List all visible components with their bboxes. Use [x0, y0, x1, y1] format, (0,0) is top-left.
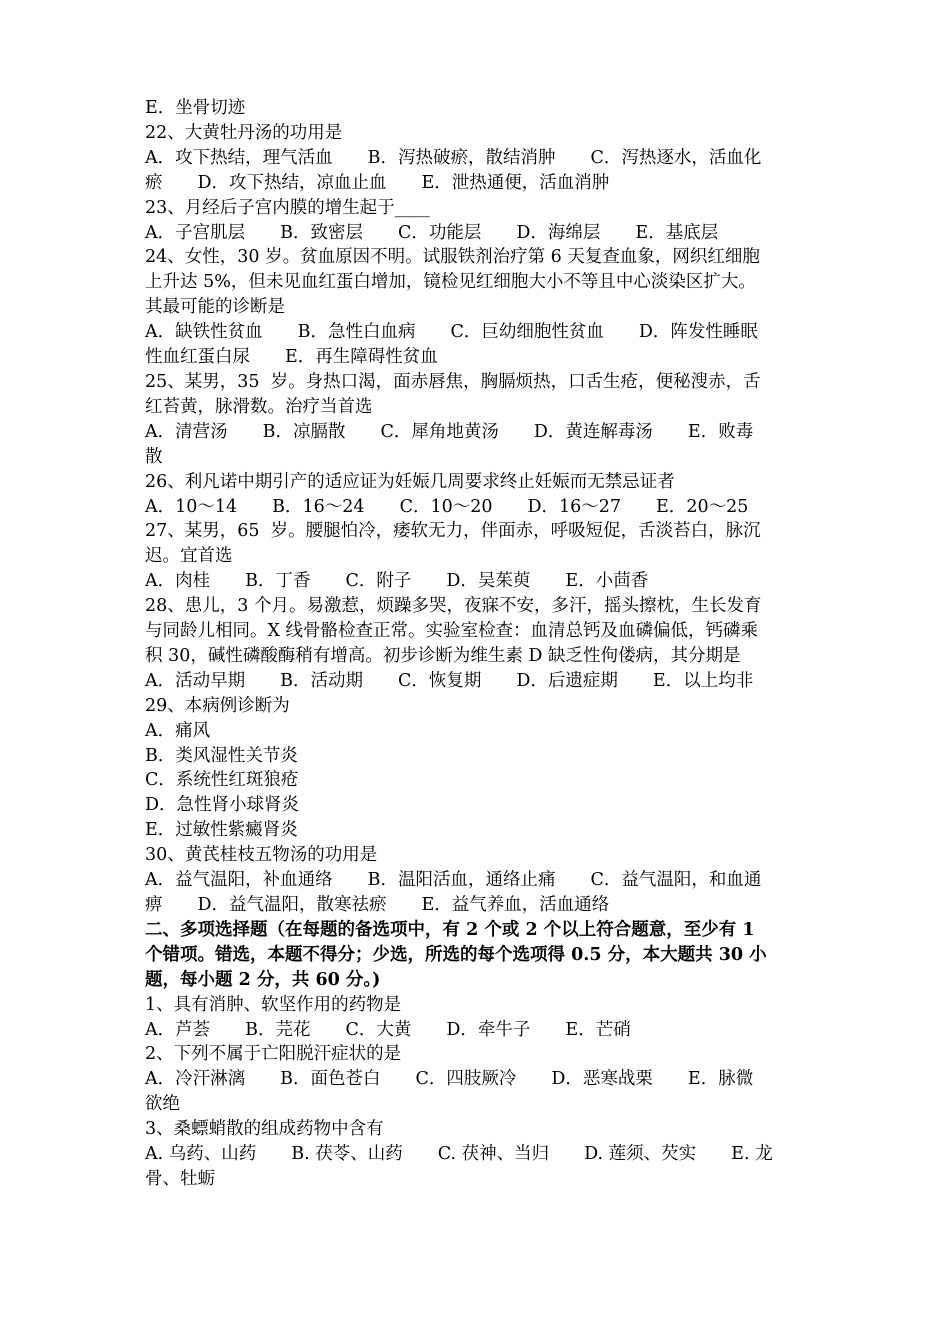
option-e: E．过敏性紫癜肾炎	[145, 820, 298, 841]
options-line: A．芦荟 B．芫花 C．大黄 D．牵牛子 E．芒硝	[145, 1019, 631, 1040]
text-line: 迟。宜首选	[145, 546, 233, 567]
question-24: 24、女性，30 岁。贫血原因不明。试服铁剂治疗第 6 天复查血象，网织红细胞	[145, 247, 760, 268]
option-d: D．急性肾小球肾炎	[145, 795, 300, 816]
text-line: E．坐骨切迹	[145, 98, 246, 118]
options-line: 骨、牡蛎	[145, 1168, 215, 1189]
options-line: A．攻下热结，理气活血 B．泻热破瘀，散结消肿 C．泻热逐水，活血化	[145, 147, 762, 168]
text-line: 上升达 5%，但未见血红蛋白增加，镜检见红细胞大小不等且中心淡染区扩大。	[145, 272, 756, 293]
text-line: 红苔黄，脉滑数。治疗当首选	[145, 396, 373, 417]
options-line: A. 乌药、山药 B. 茯苓、山药 C. 茯神、当归 D. 莲须、芡实 E. 龙	[145, 1144, 773, 1165]
options-line: 痹 D．益气温阳，散寒祛瘀 E．益气养血，活血通络	[145, 895, 610, 915]
question-30: 30、黄芪桂枝五物汤的功用是	[145, 845, 378, 866]
option-c: C．系统性红斑狼疮	[145, 770, 299, 791]
options-line: A．冷汗淋漓 B．面色苍白 C．四肢厥冷 D．恶寒战栗 E．脉微	[145, 1069, 754, 1090]
question-25: 25、某男，35 岁。身热口渴，面赤唇焦，胸膈烦热，口舌生疮，便秘溲赤，舌	[145, 371, 761, 392]
options-line: A．清营汤 B．凉膈散 C．犀角地黄汤 D．黄连解毒汤 E．败毒	[145, 421, 754, 442]
options-line: A．肉桂 B．丁香 C．附子 D．吴茱萸 E．小茴香	[145, 571, 649, 592]
options-line: A．活动早期 B．活动期 C．恢复期 D．后遗症期 E．以上均非	[145, 670, 754, 691]
question-23: 23、月经后子宫内膜的增生起于____	[145, 197, 430, 218]
section-heading: 个错项。错选，本题不得分；少选，所选的每个选项得 0.5 分，本大题共 30 小	[145, 944, 767, 965]
question-3: 3、桑螵蛸散的组成药物中含有	[145, 1119, 384, 1140]
question-27: 27、某男，65 岁。腰腿怕冷，痿软无力，伴面赤，呼吸短促，舌淡苔白，脉沉	[145, 521, 761, 542]
question-1: 1、具有消肿、软坚作用的药物是	[145, 994, 402, 1015]
options-line: 散	[145, 446, 163, 467]
options-line: A．10～14 B．16～24 C．10～20 D．16～27 E．20～25	[145, 496, 749, 517]
options-line: A．缺铁性贫血 B．急性白血病 C．巨幼细胞性贫血 D．阵发性睡眠	[145, 322, 758, 343]
options-line: 欲绝	[145, 1094, 180, 1115]
options-line: 瘀 D．攻下热结，凉血止血 E．泄热通便，活血消肿	[145, 172, 610, 193]
text-line: 与同龄儿相同。X 线骨骼检查正常。实验室检查：血清总钙及血磷偏低，钙磷乘	[145, 621, 759, 642]
question-28: 28、患儿，3 个月。易激惹，烦躁多哭，夜寐不安，多汗，摇头擦枕，生长发育	[145, 596, 762, 617]
options-line: 性血红蛋白尿 E．再生障碍性贫血	[145, 347, 438, 368]
document-page	[145, 96, 810, 1192]
question-26: 26、利凡诺中期引产的适应证为妊娠几周要求终止妊娠而无禁忌证者	[145, 471, 675, 492]
section-heading: 二、多项选择题（在每题的备选项中，有 2 个或 2 个以上符合题意，至少有 1	[145, 919, 755, 940]
question-29: 29、本病例诊断为	[145, 695, 290, 716]
text-line: 其最可能的诊断是	[145, 297, 285, 318]
options-line: A．子宫肌层 B．致密层 C．功能层 D．海绵层 E．基底层	[145, 222, 719, 243]
question-2: 2、下列不属于亡阳脱汗症状的是	[145, 1044, 402, 1065]
text-line: 积 30，碱性磷酸酶稍有增高。初步诊断为维生素 D 缺乏性佝偻病，其分期是	[145, 645, 741, 666]
question-22: 22、大黄牡丹汤的功用是	[145, 122, 343, 143]
option-b: B．类风湿性关节炎	[145, 745, 298, 766]
section-heading: 题，每小题 2 分，共 60 分。)	[145, 969, 381, 990]
option-a: A．痛风	[145, 720, 211, 741]
options-line: A．益气温阳，补血通络 B．温阳活血，通络止痛 C．益气温阳，和血通	[145, 870, 762, 891]
